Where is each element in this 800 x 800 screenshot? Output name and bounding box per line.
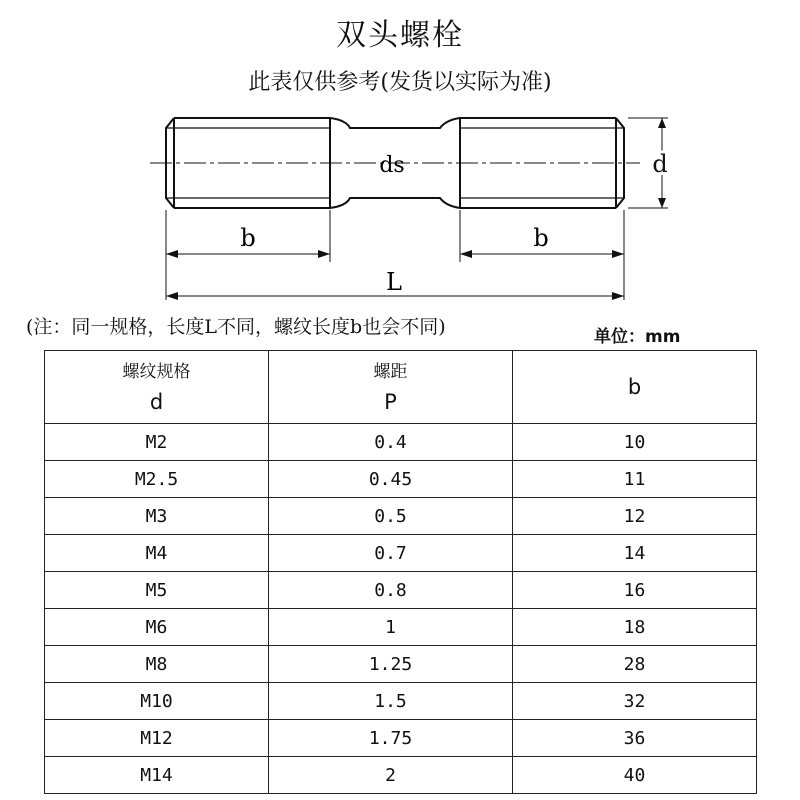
L-label: L [386, 268, 402, 296]
table-row [45, 757, 757, 794]
cell-pitch: 0.45 [269, 461, 513, 498]
cell-b: 11 [513, 461, 757, 498]
cell-b: 40 [513, 757, 757, 794]
cell-pitch: 1.25 [269, 646, 513, 683]
cell-b: 12 [513, 498, 757, 535]
cell-thread-spec: M4 [45, 535, 269, 572]
table-row [45, 683, 757, 720]
table-row [45, 720, 757, 757]
header-zh: 螺距 [373, 362, 408, 382]
cell-b: 36 [513, 720, 757, 757]
cell-thread-spec: M2.5 [45, 461, 269, 498]
table-row [45, 424, 757, 461]
table-header-row [45, 351, 757, 424]
note-text: (注：同一规格，长度L不同，螺纹长度b也会不同) [26, 316, 446, 338]
unit-label: 单位：mm [594, 327, 681, 347]
cell-pitch: 0.5 [269, 498, 513, 535]
header-sym: P [384, 390, 397, 414]
table-row [45, 461, 757, 498]
b-left-label: b [240, 224, 256, 252]
table-row [45, 535, 757, 572]
stud-bolt-diagram [0, 100, 800, 315]
cell-thread-spec: M10 [45, 683, 269, 720]
cell-pitch: 0.4 [269, 424, 513, 461]
cell-thread-spec: M5 [45, 572, 269, 609]
cell-thread-spec: M14 [45, 757, 269, 794]
cell-b: 28 [513, 646, 757, 683]
header-thread-spec [45, 351, 269, 424]
cell-b: 16 [513, 572, 757, 609]
table-row [45, 609, 757, 646]
spec-table [44, 350, 757, 794]
table-row [45, 572, 757, 609]
header-b [513, 351, 757, 424]
cell-thread-spec: M3 [45, 498, 269, 535]
cell-pitch: 2 [269, 757, 513, 794]
cell-b: 10 [513, 424, 757, 461]
cell-pitch: 0.8 [269, 572, 513, 609]
table-row [45, 646, 757, 683]
shank-bottom [330, 198, 460, 208]
b-right-label: b [533, 224, 549, 252]
d-label: d [652, 150, 668, 178]
cell-b: 14 [513, 535, 757, 572]
table-row [45, 498, 757, 535]
header-sym: d [149, 390, 164, 414]
cell-thread-spec: M12 [45, 720, 269, 757]
cell-pitch: 1.5 [269, 683, 513, 720]
ds-label: ds [379, 153, 405, 178]
cell-thread-spec: M8 [45, 646, 269, 683]
page-subtitle: 此表仅供参考(发货以实际为准) [248, 70, 552, 95]
cell-b: 18 [513, 609, 757, 646]
cell-thread-spec: M2 [45, 424, 269, 461]
header-zh: 螺纹规格 [122, 362, 191, 382]
cell-pitch: 1 [269, 609, 513, 646]
cell-pitch: 0.7 [269, 535, 513, 572]
cell-b: 32 [513, 683, 757, 720]
shank-top [330, 118, 460, 128]
header-pitch [269, 351, 513, 424]
page-title: 双头螺栓 [336, 18, 464, 53]
cell-pitch: 1.75 [269, 720, 513, 757]
header-sym: b [627, 375, 642, 399]
cell-thread-spec: M6 [45, 609, 269, 646]
